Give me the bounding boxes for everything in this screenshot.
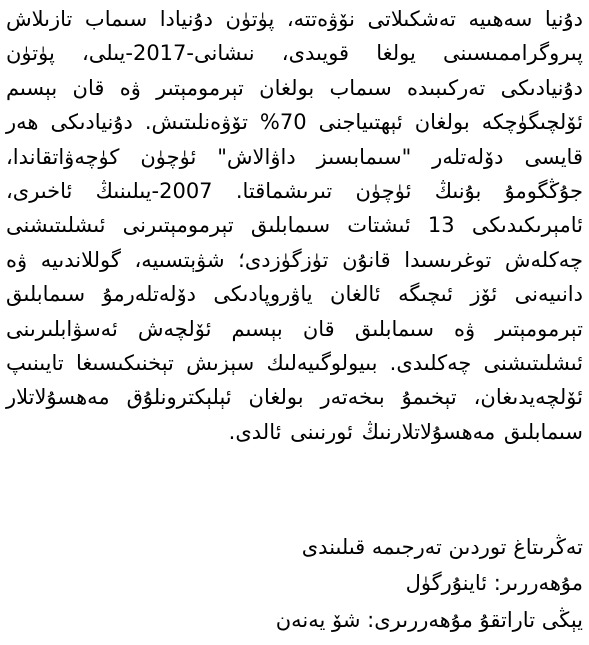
editor-credit: مۇھەررىر: ئاينۇرگۈل: [405, 571, 583, 595]
chief-editor-credit: يېڭى تاراتقۇ مۇھەررىرى: شۆ يەنەن: [275, 608, 583, 632]
source-credit: تەڭرىتاغ توردىن تەرجىمە قىلىندى: [301, 535, 583, 559]
article-body: دۇنيا سەھىيە تەشكىلاتى نۆۋەتتە، پۈتۈن دۇنيادا سىماب تازىلاش پىروگراممىسىنى يولغا قويىدى، نىشانى-2017-يىلى، پۈتۈن دۇنيادىكى تەركىبىدە سىماب بولغان تېرمومېتىر ۋە قان بېسىم ئۆلچىگۈچكە بولغان ئېھتىياجنى 70% تۆۋەنلىتىش. دۇنيادىكى ھەر قايسى دۆلەتلەر "سىمابسىز داۋالاش" ئۈچۈن كۈچەۋاتقاندا، جۇڭگومۇ بۇنىڭ ئۈچۈن تىرىشماقتا. 2007-يىلىنىڭ ئاخىرى، ئامېرىكىدىكى 13 ئىشتات سىمابلىق تېرمومېتىرنى ئىشلىتىشنى چەكلەش توغرىسىدا قانۇن تۈزگۈزدى؛ شۋېتسىيە، گوللاندىيە ۋە دانىيەنى ئۆز ئىچىگە ئالغان ياۋروپادىكى دۆلەتلەرمۇ سىمابلىق تېرمومېتىر ۋە سىمابلىق قان بېسىم ئۆلچەش ئەسۋابلىرىنى ئىشلىتىشنى چەكلىدى. بىيولوگىيەلىك سېزىش تېخنىكىسىغا تايىنىپ ئۆلچەيدىغان، تېخىمۇ بىخەتەر بولغان ئېلېكترونلۇق مەھسۇلاتلار سىمابلىق مەھسۇلاتلارنىڭ ئورنىنى ئالدى.: [6, 7, 583, 444]
